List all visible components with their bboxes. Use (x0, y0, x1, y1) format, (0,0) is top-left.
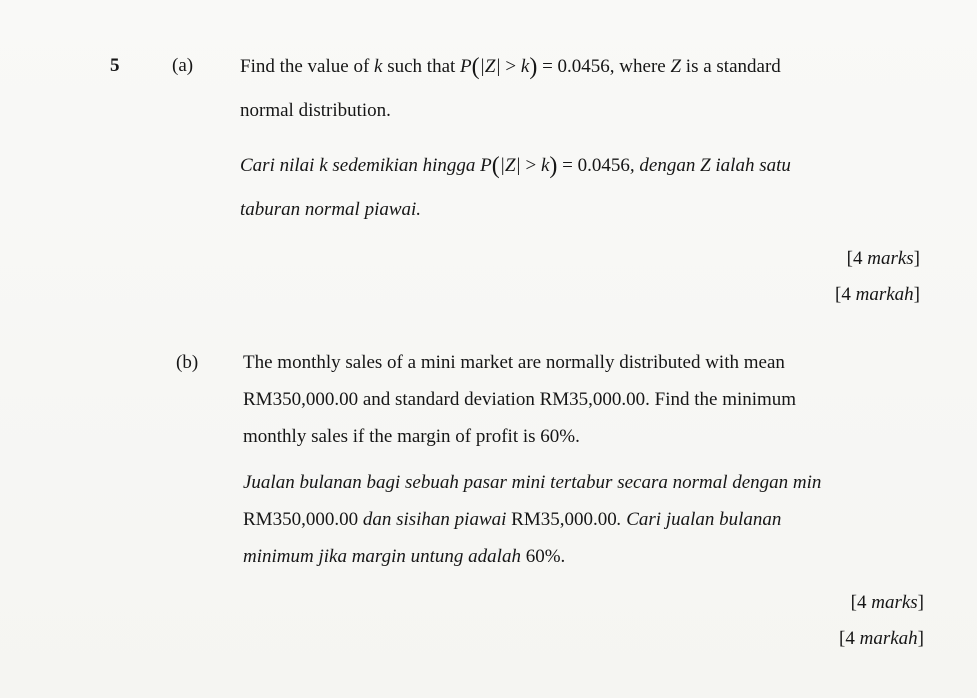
math-abs-Z: |Z| (479, 56, 501, 77)
part-b-marks-english (851, 592, 924, 614)
part-b-label: (b) (176, 352, 199, 373)
marks-close: ] (917, 592, 924, 613)
paren-open: ( (471, 54, 480, 80)
text: dan sisihan piawai (358, 509, 512, 530)
part-a-label: (a) (172, 55, 194, 76)
text: Cari nilai (240, 155, 320, 176)
variable-k: k (319, 155, 328, 176)
part-a-english-line-1 (240, 53, 781, 78)
part-b-english-line-2: RM350,000.00 and standard deviation RM35,000.00. Find the minimum (243, 389, 797, 410)
text: , dengan (629, 155, 701, 176)
part-a-marks-malay (835, 284, 920, 306)
paren-close: ) (549, 153, 558, 179)
variable-Z: Z (670, 56, 682, 77)
part-b-malay-line-1: Jualan bulanan bagi sebuah pasar mini tertabur secara normal dengan min (243, 472, 822, 493)
percent: 60%. (525, 546, 566, 567)
part-a-english-line-2: normal distribution. (240, 100, 391, 121)
math-k: k (540, 155, 550, 176)
math-abs-Z: |Z| (499, 155, 521, 176)
marks-close: ] (913, 284, 920, 305)
math-gt: > (500, 56, 521, 77)
marks-word: marks (867, 248, 914, 269)
marks-close: ] (913, 248, 920, 269)
text: Find the value of (240, 56, 375, 77)
part-a-marks-english (847, 248, 920, 270)
text: is a standard (681, 56, 781, 77)
text: ialah satu (710, 155, 791, 176)
part-b-malay-line-3 (243, 546, 565, 568)
marks-open: [4 (846, 248, 868, 269)
math-P: P (460, 56, 472, 77)
math-eq-value: = 0.0456 (537, 56, 610, 77)
part-a-malay-line-1 (240, 152, 791, 177)
variable-Z: Z (700, 155, 711, 176)
math-P: P (480, 155, 492, 176)
marks-word: markah (855, 284, 914, 305)
part-b-malay-line-2 (243, 509, 781, 531)
amount-mean: RM350,000.00 (243, 509, 359, 530)
marks-close: ] (917, 628, 924, 649)
marks-open: [4 (835, 284, 856, 305)
math-gt: > (520, 155, 541, 176)
part-b-english-line-1: The monthly sales of a mini market are normally distributed with mean (243, 352, 785, 373)
marks-open: [4 (839, 628, 860, 649)
part-b-marks-malay (839, 628, 924, 650)
amount-sd: RM35,000.00 (511, 509, 617, 530)
paren-open: ( (491, 153, 500, 179)
math-k: k (520, 56, 530, 77)
text: . Cari jualan bulanan (616, 509, 782, 530)
math-eq-value: = 0.0456 (557, 155, 630, 176)
text: sedemikian hingga (327, 155, 481, 176)
question-number: 5 (110, 55, 120, 76)
marks-open: [4 (850, 592, 872, 613)
part-a-malay-line-2: taburan normal piawai. (240, 199, 422, 220)
text: , where (609, 56, 671, 77)
marks-word: markah (859, 628, 918, 649)
paren-close: ) (529, 54, 538, 80)
text: minimum jika margin untung adalah (243, 546, 526, 567)
part-b-english-line-3: monthly sales if the margin of profit is 60%. (243, 426, 580, 447)
text: such that (382, 56, 461, 77)
marks-word: marks (871, 592, 918, 613)
variable-k: k (374, 56, 383, 77)
